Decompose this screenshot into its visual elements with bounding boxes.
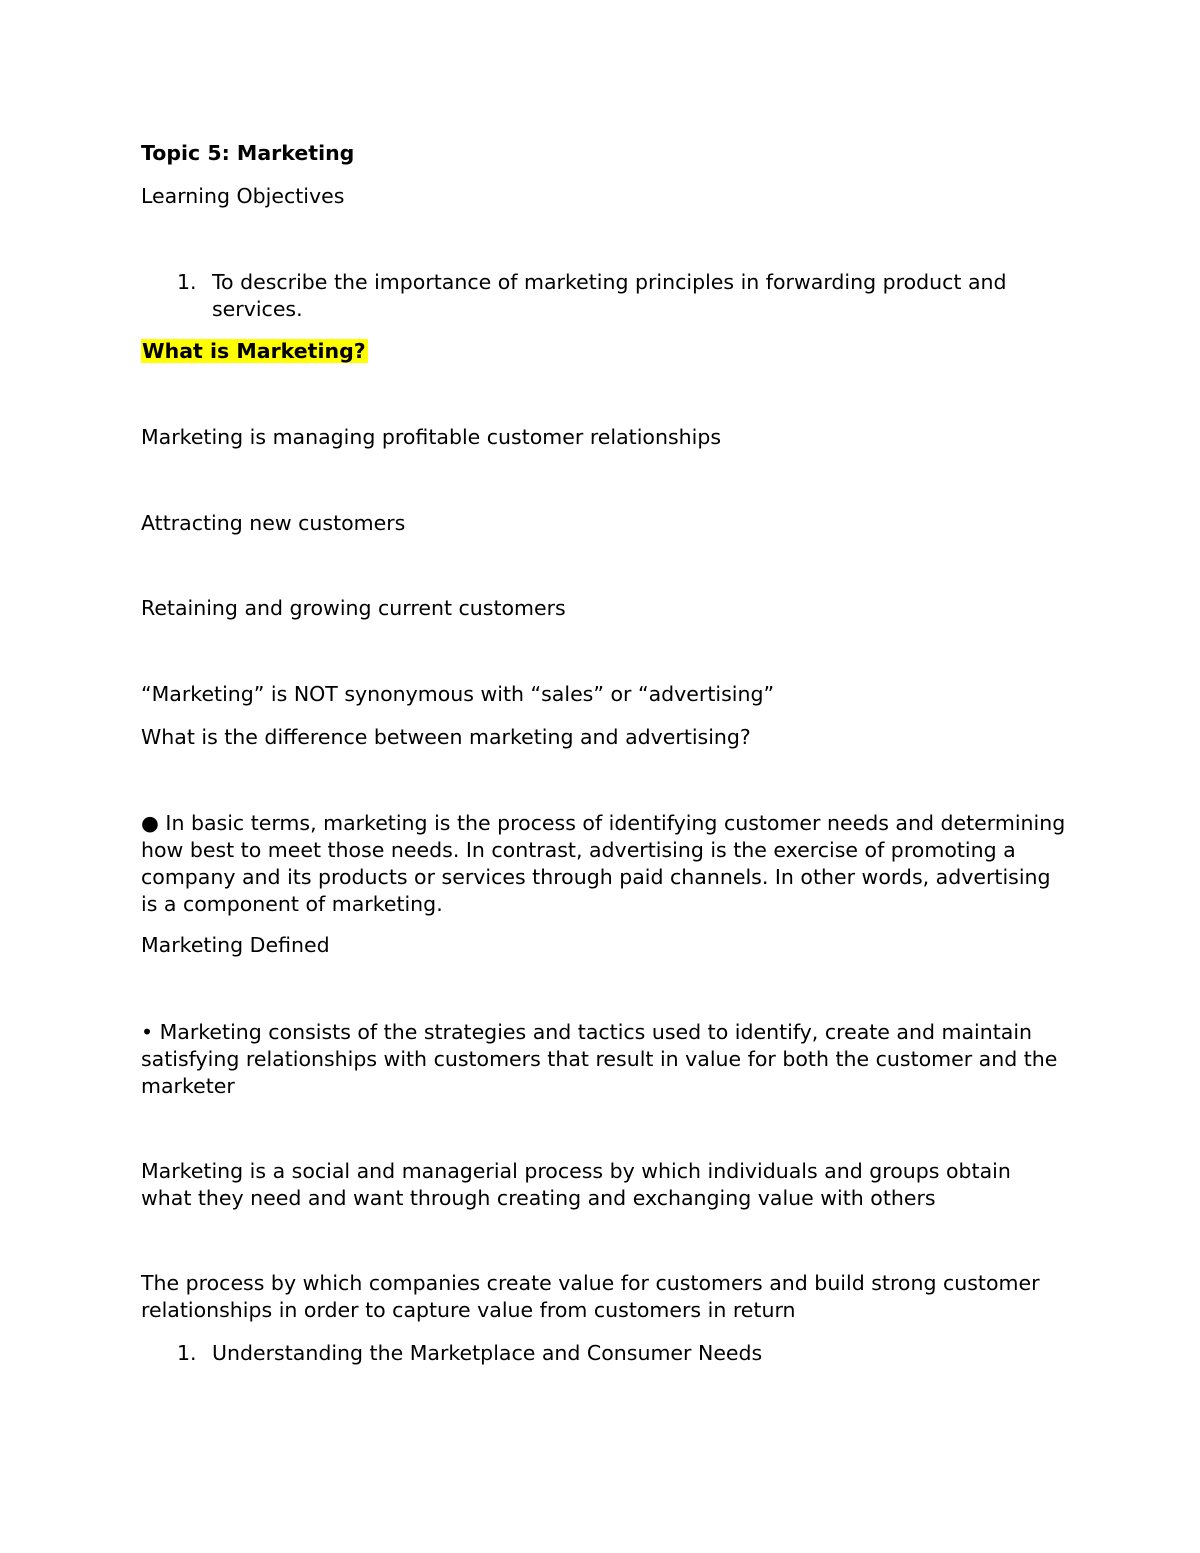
paragraph-social-process: Marketing is a social and managerial process by which individuals and groups obtain what they need and want through creating and exchanging value with others bbox=[141, 1159, 1011, 1210]
text-retaining-customers: Retaining and growing current customers bbox=[141, 596, 566, 620]
text-managing-relationships: Marketing is managing profitable customer relationships bbox=[141, 425, 722, 449]
paragraph-basic-terms: ● In basic terms, marketing is the process of identifying customer needs and determining how best to meet those needs. In contrast, advertising is the exercise of promoting a company and its products or services through paid channels. In other words, advertising is a component of marketing. bbox=[141, 811, 1066, 916]
heading-marketing-defined: Marketing Defined bbox=[141, 933, 330, 957]
step-number: 1. bbox=[177, 1341, 197, 1365]
section-heading-what-is-marketing bbox=[141, 338, 368, 365]
highlighted-heading: What is Marketing? bbox=[142, 339, 366, 363]
text-difference-question: What is the difference between marketing and advertising? bbox=[141, 725, 751, 749]
text-attracting-customers: Attracting new customers bbox=[141, 511, 406, 535]
document-title: Topic 5: Marketing bbox=[141, 141, 355, 165]
text-not-synonymous: “Marketing” is NOT synonymous with “sales” or “advertising” bbox=[141, 682, 775, 706]
document-page bbox=[141, 0, 1071, 1553]
paragraph-value-process: The process by which companies create value for customers and build strong customer relationships in order to capture value from customers in return bbox=[141, 1271, 1040, 1322]
learning-objectives-heading: Learning Objectives bbox=[141, 184, 345, 208]
objective-text: To describe the importance of marketing principles in forwarding product and services. bbox=[212, 270, 1007, 321]
step-text: Understanding the Marketplace and Consumer Needs bbox=[212, 1341, 763, 1365]
paragraph-strategies: • Marketing consists of the strategies and tactics used to identify, create and maintain satisfying relationships with customers that result in value for both the customer and the marketer bbox=[141, 1020, 1058, 1098]
objective-number: 1. bbox=[177, 270, 197, 294]
